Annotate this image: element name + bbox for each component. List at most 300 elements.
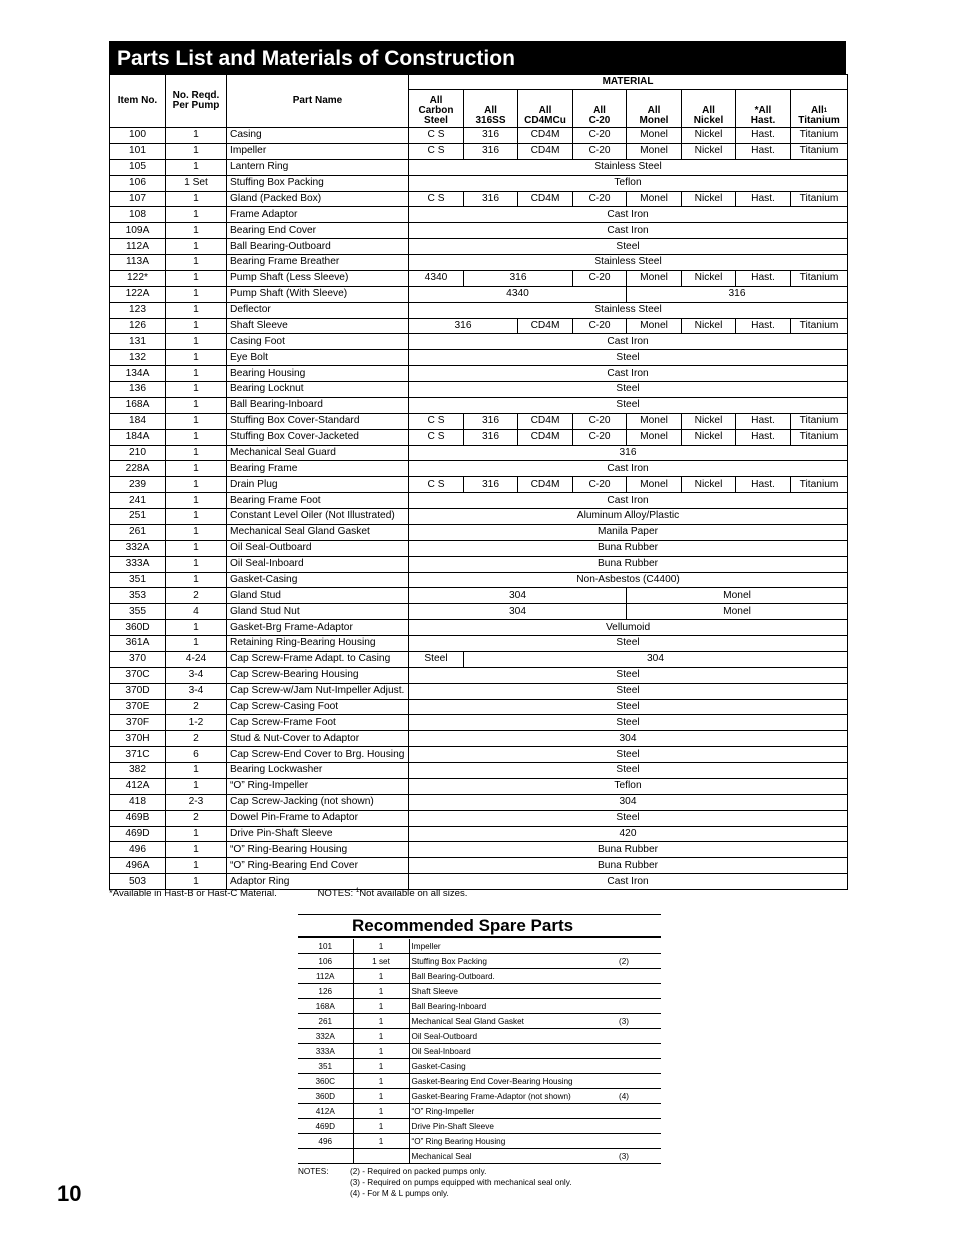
table-row	[110, 540, 848, 556]
table-row	[110, 778, 848, 794]
material-cell: Steel	[409, 747, 848, 763]
part-name-cell: Cap Screw-Bearing Housing	[227, 667, 409, 683]
qty-cell: 3-4	[166, 683, 227, 699]
material-cell: Vellumoid	[409, 620, 848, 636]
item-no-cell: 168A	[110, 397, 166, 413]
item-no-cell: 239	[110, 477, 166, 493]
part-name-cell: Stuffing Box Cover-Jacketed	[227, 429, 409, 445]
part-name-cell: Cap Screw-Jacking (not shown)	[227, 794, 409, 810]
spare-qty-cell: 1	[353, 1119, 409, 1134]
spare-qty-cell: 1	[353, 1089, 409, 1104]
qty-cell: 1-2	[166, 715, 227, 731]
spare-item-cell: 469D	[298, 1119, 353, 1134]
note-line: (2) - Required on packed pumps only.	[350, 1167, 487, 1176]
material-cell: Hast.	[736, 429, 791, 445]
header-material-col: All 316SS	[464, 90, 518, 128]
material-cell: Hast.	[736, 191, 791, 207]
spare-note-cell	[617, 1134, 661, 1149]
table-row	[110, 350, 848, 366]
material-cell: Titanium	[791, 477, 848, 493]
material-cell: Hast.	[736, 270, 791, 286]
qty-cell: 2	[166, 588, 227, 604]
material-cell: C-20	[573, 477, 627, 493]
material-cell: 4340	[409, 286, 627, 302]
qty-cell: 1	[166, 429, 227, 445]
qty-cell: 2	[166, 810, 227, 826]
material-cell: C-20	[573, 429, 627, 445]
page-number: 10	[57, 1181, 82, 1206]
material-cell: Teflon	[409, 175, 848, 191]
spare-row	[298, 984, 661, 999]
table-row	[110, 366, 848, 382]
material-cell: CD4M	[518, 477, 573, 493]
item-no-cell: 131	[110, 334, 166, 350]
table-row	[110, 270, 848, 286]
spare-name-cell: Ball Bearing-Outboard.	[409, 969, 617, 984]
material-cell: Teflon	[409, 778, 848, 794]
material-cell: 316	[464, 128, 518, 144]
table-row	[110, 223, 848, 239]
qty-cell: 1	[166, 302, 227, 318]
qty-cell: 1	[166, 778, 227, 794]
spare-qty-cell: 1	[353, 939, 409, 954]
part-name-cell: Impeller	[227, 143, 409, 159]
material-cell: CD4M	[518, 429, 573, 445]
part-name-cell: Ball Bearing-Inboard	[227, 397, 409, 413]
qty-cell: 2	[166, 699, 227, 715]
qty-cell: 1	[166, 477, 227, 493]
spare-name-cell: Gasket-Casing	[409, 1059, 617, 1074]
material-cell: Titanium	[791, 128, 848, 144]
qty-cell: 1	[166, 858, 227, 874]
item-no-cell: 210	[110, 445, 166, 461]
spare-parts-table	[298, 939, 661, 1164]
item-no-cell: 126	[110, 318, 166, 334]
material-cell: Titanium	[791, 270, 848, 286]
material-cell: Titanium	[791, 191, 848, 207]
spare-note-cell	[617, 1059, 661, 1074]
item-no-cell: 123	[110, 302, 166, 318]
item-no-cell: 496	[110, 842, 166, 858]
notes-label: NOTES:	[298, 1167, 329, 1176]
header-material-col: All C-20	[573, 90, 627, 128]
material-cell: Nickel	[682, 143, 736, 159]
item-no-cell: 469D	[110, 826, 166, 842]
item-no-cell: 101	[110, 143, 166, 159]
spare-row	[298, 969, 661, 984]
qty-cell: 1	[166, 524, 227, 540]
spare-row	[298, 954, 661, 969]
material-cell: Titanium	[791, 143, 848, 159]
item-no-cell: 355	[110, 604, 166, 620]
item-no-cell: 360D	[110, 620, 166, 636]
qty-cell: 1	[166, 159, 227, 175]
material-cell: Nickel	[682, 413, 736, 429]
spare-name-cell: “O” Ring-Impeller	[409, 1104, 617, 1119]
material-cell: Buna Rubber	[409, 858, 848, 874]
part-name-cell: Bearing End Cover	[227, 223, 409, 239]
spare-qty-cell: 1	[353, 999, 409, 1014]
material-cell: Buna Rubber	[409, 556, 848, 572]
item-no-cell: 105	[110, 159, 166, 175]
item-no-cell: 333A	[110, 556, 166, 572]
qty-cell: 1 Set	[166, 175, 227, 191]
material-cell: Nickel	[682, 318, 736, 334]
spare-note-cell	[617, 984, 661, 999]
spare-row	[298, 939, 661, 954]
item-no-cell: 370E	[110, 699, 166, 715]
spare-name-cell: Oil Seal-Inboard	[409, 1044, 617, 1059]
item-no-cell: 261	[110, 524, 166, 540]
spare-row	[298, 1149, 661, 1164]
spare-item-cell: 332A	[298, 1029, 353, 1044]
part-name-cell: Mechanical Seal Guard	[227, 445, 409, 461]
spare-name-cell: Gasket-Bearing End Cover-Bearing Housing	[409, 1074, 617, 1089]
material-cell: 316	[464, 143, 518, 159]
item-no-cell: 418	[110, 794, 166, 810]
material-cell: 304	[409, 794, 848, 810]
material-cell: Non-Asbestos (C4400)	[409, 572, 848, 588]
qty-cell: 1	[166, 556, 227, 572]
spare-qty-cell: 1	[353, 1104, 409, 1119]
spare-item-cell: 112A	[298, 969, 353, 984]
item-no-cell: 361A	[110, 636, 166, 652]
spare-note-cell: (2)	[617, 954, 661, 969]
material-cell: CD4M	[518, 143, 573, 159]
item-no-cell: 184A	[110, 429, 166, 445]
table-row	[110, 604, 848, 620]
table-row	[110, 556, 848, 572]
material-cell: C-20	[573, 128, 627, 144]
material-cell: 316	[464, 191, 518, 207]
spare-name-cell: Mechanical Seal	[409, 1149, 617, 1164]
material-cell: Monel	[627, 128, 682, 144]
material-cell: Steel	[409, 683, 848, 699]
material-cell: Cast Iron	[409, 366, 848, 382]
part-name-cell: Stuffing Box Cover-Standard	[227, 413, 409, 429]
spare-note-cell: (4)	[617, 1089, 661, 1104]
part-name-cell: Stud & Nut-Cover to Adaptor	[227, 731, 409, 747]
part-name-cell: Oil Seal-Outboard	[227, 540, 409, 556]
material-cell: Titanium	[791, 413, 848, 429]
header-material-col: All Nickel	[682, 90, 736, 128]
spare-name-cell: Ball Bearing-Inboard	[409, 999, 617, 1014]
spare-row	[298, 1134, 661, 1149]
part-name-cell: Shaft Sleeve	[227, 318, 409, 334]
material-cell: C S	[409, 191, 464, 207]
part-name-cell: Bearing Locknut	[227, 382, 409, 398]
part-name-cell: Ball Bearing-Outboard	[227, 239, 409, 255]
spare-qty-cell: 1	[353, 969, 409, 984]
material-cell: Hast.	[736, 318, 791, 334]
header-material-col: All Carbon Steel	[409, 90, 464, 128]
qty-cell: 1	[166, 509, 227, 525]
material-cell: Hast.	[736, 413, 791, 429]
table-row	[110, 810, 848, 826]
material-cell: Hast.	[736, 128, 791, 144]
spare-name-cell: Oil Seal-Outboard	[409, 1029, 617, 1044]
header-material-col: All CD4MCu	[518, 90, 573, 128]
material-cell: Steel	[409, 715, 848, 731]
item-no-cell: 370C	[110, 667, 166, 683]
material-cell: 4340	[409, 270, 464, 286]
spare-qty-cell: 1	[353, 1029, 409, 1044]
material-cell: Titanium	[791, 429, 848, 445]
material-cell: Cast Iron	[409, 223, 848, 239]
spare-name-cell: Mechanical Seal Gland Gasket	[409, 1014, 617, 1029]
material-cell: Monel	[627, 604, 848, 620]
header-material-col: All$^1$ Titanium	[791, 90, 848, 128]
material-cell: Steel	[409, 397, 848, 413]
material-cell: 304	[464, 651, 848, 667]
item-no-cell: 412A	[110, 778, 166, 794]
part-name-cell: Adaptor Ring	[227, 874, 409, 890]
part-name-cell: Deflector	[227, 302, 409, 318]
table-row	[110, 763, 848, 779]
table-row	[110, 524, 848, 540]
part-name-cell: Casing Foot	[227, 334, 409, 350]
qty-cell: 1	[166, 286, 227, 302]
qty-cell: 4-24	[166, 651, 227, 667]
material-cell: CD4M	[518, 128, 573, 144]
spare-qty-cell: 1	[353, 1014, 409, 1029]
part-name-cell: Gland Stud Nut	[227, 604, 409, 620]
qty-cell: 2	[166, 731, 227, 747]
material-cell: C-20	[573, 318, 627, 334]
part-name-cell: Stuffing Box Packing	[227, 175, 409, 191]
table-row	[110, 239, 848, 255]
material-cell: 316	[464, 429, 518, 445]
material-cell: Cast Iron	[409, 493, 848, 509]
item-no-cell: 370H	[110, 731, 166, 747]
table-row	[110, 445, 848, 461]
table-row	[110, 255, 848, 271]
spare-row	[298, 1089, 661, 1104]
item-no-cell: 122*	[110, 270, 166, 286]
part-name-cell: Lantern Ring	[227, 159, 409, 175]
table-row	[110, 397, 848, 413]
table-row	[110, 461, 848, 477]
qty-cell: 1	[166, 842, 227, 858]
item-no-cell: 370	[110, 651, 166, 667]
item-no-cell: 106	[110, 175, 166, 191]
table-row	[110, 334, 848, 350]
material-cell: C-20	[573, 143, 627, 159]
qty-cell: 1	[166, 382, 227, 398]
material-cell: 304	[409, 588, 627, 604]
spare-parts-title: Recommended Spare Parts	[298, 914, 661, 938]
item-no-cell: 109A	[110, 223, 166, 239]
part-name-cell: Casing	[227, 128, 409, 144]
qty-cell: 1	[166, 540, 227, 556]
item-no-cell: 134A	[110, 366, 166, 382]
material-cell: Stainless Steel	[409, 302, 848, 318]
spare-row	[298, 1029, 661, 1044]
table-row	[110, 572, 848, 588]
item-no-cell: 469B	[110, 810, 166, 826]
table-row	[110, 826, 848, 842]
material-cell: C S	[409, 413, 464, 429]
part-name-cell: Gland Stud	[227, 588, 409, 604]
header-part-name: Part Name	[227, 75, 409, 128]
footnote-hast: *Available in Hast-B or Hast-C Material.	[109, 888, 277, 899]
qty-cell: 1	[166, 191, 227, 207]
table-row	[110, 159, 848, 175]
part-name-cell: Gasket-Brg Frame-Adaptor	[227, 620, 409, 636]
part-name-cell: Mechanical Seal Gland Gasket	[227, 524, 409, 540]
material-cell: Nickel	[682, 270, 736, 286]
part-name-cell: Pump Shaft (Less Sleeve)	[227, 270, 409, 286]
material-cell: C S	[409, 128, 464, 144]
note-line: (3) - Required on pumps equipped with mechanical seal only.	[350, 1178, 572, 1187]
qty-cell: 1	[166, 874, 227, 890]
material-cell: 316	[464, 477, 518, 493]
spare-item-cell: 261	[298, 1014, 353, 1029]
material-cell: CD4M	[518, 191, 573, 207]
qty-cell: 1	[166, 572, 227, 588]
part-name-cell: Cap Screw-End Cover to Brg. Housing	[227, 747, 409, 763]
item-no-cell: 113A	[110, 255, 166, 271]
material-cell: C-20	[573, 413, 627, 429]
part-name-cell: Bearing Lockwasher	[227, 763, 409, 779]
material-cell: 316	[409, 445, 848, 461]
header-material-col: *All Hast.	[736, 90, 791, 128]
table-row	[110, 699, 848, 715]
item-no-cell: 228A	[110, 461, 166, 477]
material-cell: Titanium	[791, 318, 848, 334]
material-cell: Cast Iron	[409, 207, 848, 223]
part-name-cell: Gland (Packed Box)	[227, 191, 409, 207]
table-row	[110, 858, 848, 874]
material-cell: 316	[627, 286, 848, 302]
qty-cell: 1	[166, 763, 227, 779]
spare-item-cell: 333A	[298, 1044, 353, 1059]
qty-cell: 1	[166, 493, 227, 509]
item-no-cell: 332A	[110, 540, 166, 556]
qty-cell: 2-3	[166, 794, 227, 810]
spare-name-cell: Impeller	[409, 939, 617, 954]
qty-cell: 1	[166, 223, 227, 239]
part-name-cell: Oil Seal-Inboard	[227, 556, 409, 572]
table-row	[110, 683, 848, 699]
parts-list-table	[109, 74, 848, 890]
material-cell: Stainless Steel	[409, 159, 848, 175]
item-no-cell: 370F	[110, 715, 166, 731]
spare-qty-cell: 1	[353, 1044, 409, 1059]
part-name-cell: Cap Screw-Frame Adapt. to Casing	[227, 651, 409, 667]
spare-qty-cell: 1	[353, 1074, 409, 1089]
part-name-cell: Cap Screw-w/Jam Nut-Impeller Adjust.	[227, 683, 409, 699]
material-cell: Hast.	[736, 143, 791, 159]
table-row	[110, 477, 848, 493]
table-row	[110, 429, 848, 445]
material-cell: Monel	[627, 429, 682, 445]
item-no-cell: 496A	[110, 858, 166, 874]
material-cell: Steel	[409, 810, 848, 826]
material-cell: C S	[409, 429, 464, 445]
qty-cell: 1	[166, 461, 227, 477]
part-name-cell: Bearing Housing	[227, 366, 409, 382]
table-row	[110, 207, 848, 223]
material-cell: Steel	[409, 651, 464, 667]
item-no-cell: 112A	[110, 239, 166, 255]
spare-name-cell: Stuffing Box Packing	[409, 954, 617, 969]
qty-cell: 1	[166, 445, 227, 461]
material-cell: 304	[409, 731, 848, 747]
qty-cell: 1	[166, 239, 227, 255]
qty-cell: 1	[166, 350, 227, 366]
item-no-cell: 132	[110, 350, 166, 366]
spare-note-cell	[617, 1044, 661, 1059]
qty-cell: 6	[166, 747, 227, 763]
part-name-cell: Bearing Frame Foot	[227, 493, 409, 509]
header-item-no: Item No.	[110, 75, 166, 128]
material-cell: Hast.	[736, 477, 791, 493]
qty-cell: 1	[166, 255, 227, 271]
part-name-cell: Drain Plug	[227, 477, 409, 493]
qty-cell: 1	[166, 143, 227, 159]
item-no-cell: 353	[110, 588, 166, 604]
part-name-cell: Constant Level Oiler (Not Illustrated)	[227, 509, 409, 525]
spare-qty-cell: 1	[353, 1059, 409, 1074]
material-cell: C S	[409, 477, 464, 493]
material-cell: Steel	[409, 382, 848, 398]
material-cell: Monel	[627, 191, 682, 207]
spare-note-cell: (3)	[617, 1014, 661, 1029]
table-row	[110, 302, 848, 318]
material-cell: 304	[409, 604, 627, 620]
material-cell: Steel	[409, 699, 848, 715]
table-row	[110, 191, 848, 207]
qty-cell: 4	[166, 604, 227, 620]
part-name-cell: Pump Shaft (With Sleeve)	[227, 286, 409, 302]
spare-row	[298, 1059, 661, 1074]
spare-qty-cell: 1	[353, 1134, 409, 1149]
spare-row	[298, 999, 661, 1014]
spare-row	[298, 1074, 661, 1089]
table-row	[110, 636, 848, 652]
material-cell: Monel	[627, 413, 682, 429]
spare-item-cell	[298, 1149, 353, 1164]
table-row	[110, 509, 848, 525]
spare-name-cell: Drive Pin-Shaft Sleeve	[409, 1119, 617, 1134]
material-cell: Steel	[409, 239, 848, 255]
spare-name-cell: Shaft Sleeve	[409, 984, 617, 999]
material-cell: Monel	[627, 270, 682, 286]
qty-cell: 1	[166, 366, 227, 382]
material-cell: Monel	[627, 143, 682, 159]
spare-item-cell: 106	[298, 954, 353, 969]
table-row	[110, 794, 848, 810]
spare-note-cell	[617, 1029, 661, 1044]
material-cell: Aluminum Alloy/Plastic	[409, 509, 848, 525]
header-material-col: All Monel	[627, 90, 682, 128]
spare-item-cell: 360D	[298, 1089, 353, 1104]
material-cell: C-20	[573, 191, 627, 207]
qty-cell: 1	[166, 413, 227, 429]
qty-cell: 1	[166, 397, 227, 413]
table-row	[110, 143, 848, 159]
material-cell: Nickel	[682, 477, 736, 493]
spare-item-cell: 168A	[298, 999, 353, 1014]
spare-item-cell: 412A	[298, 1104, 353, 1119]
part-name-cell: “O” Ring-Bearing End Cover	[227, 858, 409, 874]
spare-note-cell	[617, 1104, 661, 1119]
table-row	[110, 651, 848, 667]
item-no-cell: 108	[110, 207, 166, 223]
spare-item-cell: 351	[298, 1059, 353, 1074]
material-cell: Steel	[409, 350, 848, 366]
